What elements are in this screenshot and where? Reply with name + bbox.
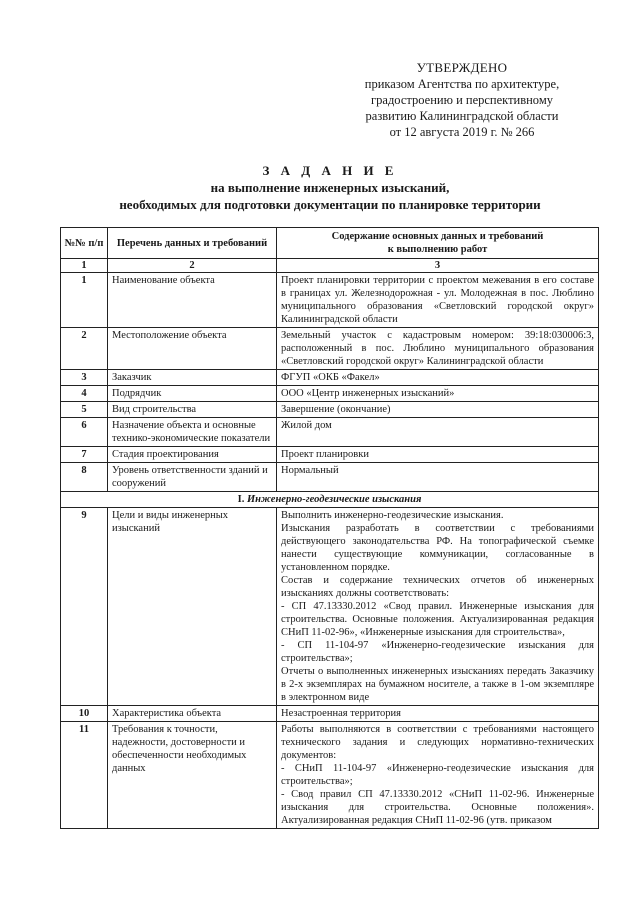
row-value: Завершение (окончание) bbox=[277, 402, 599, 418]
title-line: необходимых для подготовки документации по планировке территории bbox=[119, 197, 541, 212]
row-number: 8 bbox=[61, 463, 108, 492]
requirements-table bbox=[60, 227, 599, 829]
row-number: 2 bbox=[61, 328, 108, 370]
row-number: 3 bbox=[61, 370, 108, 386]
index-row bbox=[61, 259, 599, 273]
row-label: Цели и виды инженерных изысканий bbox=[108, 508, 277, 706]
row-label: Уровень ответственности зданий и сооружений bbox=[108, 463, 277, 492]
row-number: 10 bbox=[61, 706, 108, 722]
section-name: Инженерно-геодезические изыскания bbox=[246, 494, 422, 505]
paragraph: Состав и содержание технических отчетов об инженерных изысканиях должны соответствовать: bbox=[281, 575, 594, 599]
row-label: Стадия проектирования bbox=[108, 447, 277, 463]
row-value: Проект планировки bbox=[277, 447, 599, 463]
row-label: Наименование объекта bbox=[108, 273, 277, 328]
row-value: Жилой дом bbox=[277, 418, 599, 447]
paragraph: Выполнить инженерно-геодезические изыскания. bbox=[281, 510, 504, 521]
header-content bbox=[277, 228, 599, 259]
paragraph: Работы выполняются в соответствии с требованиями настоящего технического задания и следующих нормативно-технических документов: bbox=[281, 724, 594, 761]
row-value: ФГУП «ОКБ «Факел» bbox=[277, 370, 599, 386]
approval-block bbox=[352, 60, 572, 140]
table-row bbox=[61, 508, 599, 706]
approval-heading: УТВЕРЖДЕНО bbox=[416, 60, 508, 75]
row-label: Вид строительства bbox=[108, 402, 277, 418]
paragraph: Отчеты о выполненных инженерных изысканиях передать Заказчику в 2-х экземплярах на бумажном носителе, а также в 1-ом экземпляре в электронном виде bbox=[281, 666, 594, 703]
row-value: Нормальный bbox=[277, 463, 599, 492]
row-label: Местоположение объекта bbox=[108, 328, 277, 370]
row-label: Подрядчик bbox=[108, 386, 277, 402]
row-number: 5 bbox=[61, 402, 108, 418]
paragraph: - СНиП 11-104-97 «Инженерно-геодезические изыскания для строительства»; bbox=[281, 763, 594, 787]
row-value: Незастроенная территория bbox=[277, 706, 599, 722]
document-title bbox=[60, 162, 600, 213]
header-num: №№ п/п bbox=[61, 228, 108, 259]
table-row bbox=[61, 386, 599, 402]
section-title bbox=[61, 492, 599, 508]
row-number: 4 bbox=[61, 386, 108, 402]
approval-line: от 12 августа 2019 г. № 266 bbox=[389, 125, 535, 139]
index-cell: 3 bbox=[277, 259, 599, 273]
table-row bbox=[61, 722, 599, 829]
title-line: на выполнение инженерных изысканий, bbox=[210, 180, 450, 195]
header-content-line: к выполнению работ bbox=[387, 244, 488, 255]
row-label: Требования к точности, надежности, достоверности и обеспеченности необходимых данных bbox=[108, 722, 277, 829]
paragraph: - Свод правил СП 47.13330.2012 «СНиП 11-02-96. Инженерные изыскания для строительства. Основные положения». Актуализированная редакция СНиП 11-02-96 (утв. приказом bbox=[281, 789, 594, 826]
row-value bbox=[277, 508, 599, 706]
table-row bbox=[61, 273, 599, 328]
approval-line: приказом Агентства по архитектуре, bbox=[364, 77, 560, 91]
row-value: ООО «Центр инженерных изысканий» bbox=[277, 386, 599, 402]
approval-line: развитию Калининградской области bbox=[365, 109, 559, 123]
approval-line: градостроению и перспективному bbox=[371, 93, 553, 107]
table-header-row bbox=[61, 228, 599, 259]
paragraph: - СП 11-104-97 «Инженерно-геодезические изыскания для строительства»; bbox=[281, 640, 594, 664]
row-number: 11 bbox=[61, 722, 108, 829]
row-number: 6 bbox=[61, 418, 108, 447]
table-row bbox=[61, 463, 599, 492]
table-row bbox=[61, 706, 599, 722]
index-cell: 2 bbox=[108, 259, 277, 273]
row-value bbox=[277, 722, 599, 829]
row-number: 7 bbox=[61, 447, 108, 463]
row-value: Проект планировки территории с проектом межевания в его составе в границах ул. Железнодорожная - ул. Молодежная в пос. Люблино муниципального образования «Светловский городской округ» Калининградской области bbox=[277, 273, 599, 328]
table-row bbox=[61, 370, 599, 386]
row-label: Заказчик bbox=[108, 370, 277, 386]
header-list: Перечень данных и требований bbox=[108, 228, 277, 259]
section-prefix: I. bbox=[237, 494, 247, 505]
row-label: Характеристика объекта bbox=[108, 706, 277, 722]
paragraph: Изыскания разработать в соответствии с требованиями действующего законодательства РФ. На топографической съемке нанести существующие коммуникации, согласованные в установленном порядке. bbox=[281, 523, 594, 573]
row-number: 1 bbox=[61, 273, 108, 328]
table-row bbox=[61, 418, 599, 447]
paragraph: - СП 47.13330.2012 «Свод правил. Инженерные изыскания для строительства. Основные положения. Актуализированная редакция СНиП 11-02-96», «Инженерные изыскания для строительства», bbox=[281, 601, 594, 638]
header-content-line: Содержание основных данных и требований bbox=[331, 231, 544, 242]
section-row bbox=[61, 492, 599, 508]
row-label: Назначение объекта и основные технико-экономические показатели bbox=[108, 418, 277, 447]
table-row bbox=[61, 328, 599, 370]
title-main: З А Д А Н И Е bbox=[262, 163, 398, 178]
table-row bbox=[61, 447, 599, 463]
row-number: 9 bbox=[61, 508, 108, 706]
row-value: Земельный участок с кадастровым номером: 39:18:030006:3, расположенный в пос. Люблино муниципального образования «Светловский городской округ» Калининградской области bbox=[277, 328, 599, 370]
index-cell: 1 bbox=[61, 259, 108, 273]
table-row bbox=[61, 402, 599, 418]
